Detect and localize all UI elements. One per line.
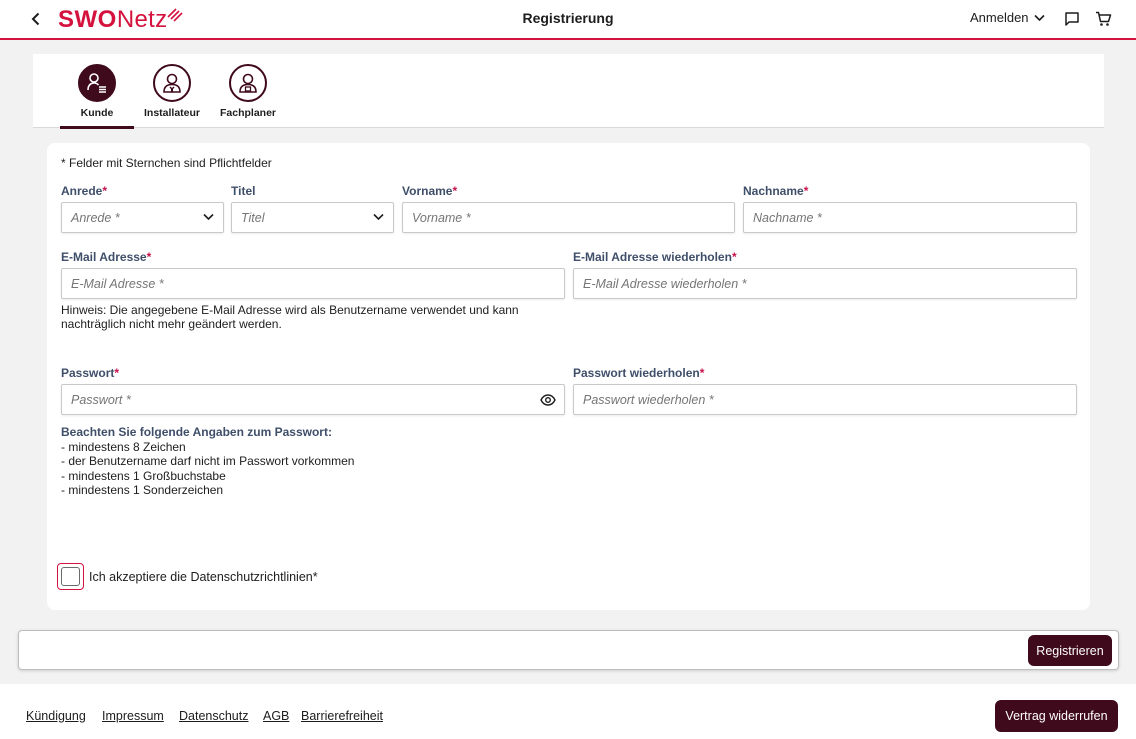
email-label-text: E-Mail Adresse <box>61 250 147 264</box>
footer-link-kuendigung[interactable]: Kündigung <box>26 709 86 723</box>
tab-icon-circle <box>229 64 267 102</box>
back-button[interactable] <box>26 8 46 30</box>
chevron-down-icon <box>1034 14 1045 22</box>
chevron-down-icon <box>373 213 384 221</box>
email-input[interactable] <box>61 268 565 299</box>
required-star: * <box>146 250 152 264</box>
password-label <box>61 366 119 380</box>
page-title: Registrierung <box>522 10 614 26</box>
title-label: Titel <box>231 184 256 198</box>
chevron-down-icon <box>203 213 214 221</box>
cart-button[interactable] <box>1093 9 1113 29</box>
tab-label: Fachplaner <box>219 107 277 119</box>
register-button[interactable]: Registrieren <box>1028 635 1112 666</box>
chat-button[interactable] <box>1062 9 1082 29</box>
required-star: * <box>731 250 737 264</box>
registration-form <box>47 143 1090 610</box>
tab-kunde[interactable] <box>60 64 134 119</box>
role-tabs <box>33 54 1104 128</box>
revoke-contract-button[interactable]: Vertrag widerrufen <box>995 700 1118 732</box>
email-repeat-placeholder: E-Mail Adresse wiederholen * <box>583 276 747 291</box>
footer-link-datenschutz[interactable]: Datenschutz <box>179 709 249 723</box>
required-fields-note: * Felder mit Sternchen sind Pflichtfelder <box>61 156 272 170</box>
password-input[interactable] <box>61 384 565 415</box>
installer-icon <box>161 72 183 94</box>
title-placeholder: Titel <box>241 210 265 225</box>
password-rule-item: - mindestens 8 Zeichen <box>61 439 186 454</box>
password-placeholder: Passwort * <box>71 392 131 407</box>
logo-bold-text: SWO <box>58 6 117 33</box>
salutation-label-text: Anrede <box>61 184 103 198</box>
tab-icon-circle <box>78 64 116 102</box>
first-name-input[interactable] <box>402 202 735 233</box>
action-bar <box>18 630 1119 670</box>
required-star: * <box>452 184 458 198</box>
password-rule-item: - mindestens 1 Sonderzeichen <box>61 483 224 497</box>
email-hint: Hinweis: Die angegebene E-Mail Adresse wird als Benutzername verwendet und kann nachträglich nicht mehr geändert werden. <box>61 303 519 331</box>
email-repeat-input[interactable] <box>573 268 1077 299</box>
first-name-placeholder: Vorname * <box>412 210 471 225</box>
footer-link-agb[interactable]: AGB <box>263 709 290 723</box>
tab-installateur[interactable] <box>135 64 209 119</box>
email-label <box>61 250 151 264</box>
first-name-label <box>402 184 457 198</box>
email-placeholder: E-Mail Adresse * <box>71 276 164 291</box>
password-repeat-label <box>573 366 704 380</box>
footer-link-barrierefreiheit[interactable]: Barrierefreiheit <box>301 709 383 723</box>
required-star: * <box>102 184 108 198</box>
tab-fachplaner[interactable] <box>211 64 285 119</box>
chevron-left-icon <box>31 12 41 26</box>
email-repeat-label-text: E-Mail Adresse wiederholen <box>573 250 732 264</box>
footer-link-impressum[interactable]: Impressum <box>102 709 164 723</box>
planner-icon <box>237 72 259 94</box>
login-label: Anmelden <box>970 10 1029 25</box>
cart-icon <box>1095 11 1112 27</box>
salutation-placeholder: Anrede * <box>71 210 120 225</box>
top-header <box>0 0 1136 40</box>
tab-label: Kunde <box>80 107 114 119</box>
password-repeat-input[interactable] <box>573 384 1077 415</box>
last-name-label <box>743 184 808 198</box>
logo-light-text: Netz <box>116 6 168 33</box>
password-label-text: Passwort <box>61 366 115 380</box>
salutation-select[interactable] <box>61 202 224 233</box>
required-star: * <box>699 366 705 380</box>
password-repeat-label-text: Passwort wiederholen <box>573 366 700 380</box>
tab-icon-circle <box>153 64 191 102</box>
active-tab-indicator <box>60 126 134 129</box>
footer <box>0 684 1136 739</box>
salutation-label <box>61 184 107 198</box>
chat-icon <box>1064 11 1080 27</box>
privacy-checkbox[interactable] <box>61 567 80 586</box>
title-select[interactable] <box>231 202 394 233</box>
password-repeat-placeholder: Passwort wiederholen * <box>583 392 714 407</box>
password-rule-item: - mindestens 1 Großbuchstabe <box>61 468 226 483</box>
tab-label: Installateur <box>143 107 201 119</box>
password-rules-title: Beachten Sie folgende Angaben zum Passwort: <box>61 425 332 439</box>
last-name-input[interactable] <box>743 202 1077 233</box>
password-rule-item: - der Benutzername darf nicht im Passwort vorkommen <box>61 454 355 468</box>
first-name-label-text: Vorname <box>402 184 453 198</box>
required-star: * <box>114 366 120 380</box>
privacy-label[interactable]: Ich akzeptiere die Datenschutzrichtlinien* <box>89 570 318 584</box>
customer-icon <box>86 72 108 94</box>
last-name-placeholder: Nachname * <box>753 210 822 225</box>
logo-mark-icon <box>167 8 183 22</box>
login-menu[interactable] <box>970 10 1045 25</box>
last-name-label-text: Nachname <box>743 184 804 198</box>
privacy-checkbox-focus-ring <box>57 563 84 590</box>
logo[interactable] <box>58 4 183 34</box>
required-star: * <box>803 184 809 198</box>
eye-icon[interactable] <box>540 393 556 407</box>
email-repeat-label <box>573 250 737 264</box>
password-rules <box>61 425 354 498</box>
